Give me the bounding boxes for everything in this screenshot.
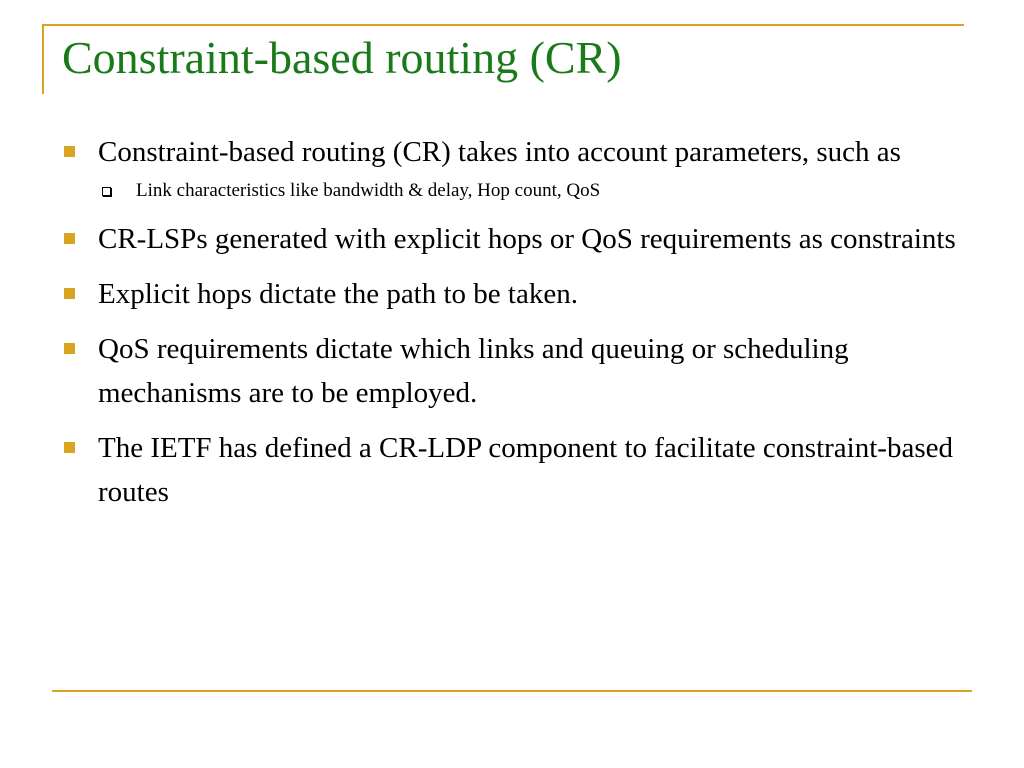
bullet-item-explicit-hops xyxy=(62,272,962,316)
square-bullet-icon xyxy=(64,288,75,299)
bullet-item-qos-requirements xyxy=(62,327,962,415)
title-rule-horizontal xyxy=(42,24,964,26)
hollow-square-bullet-icon xyxy=(102,187,111,196)
square-bullet-icon xyxy=(64,233,75,244)
bullet-item-cr-definition xyxy=(62,130,962,206)
bullet-text: QoS requirements dictate which links and queuing or scheduling mechanisms are to be employed. xyxy=(98,333,849,409)
bullet-list xyxy=(62,130,962,525)
square-bullet-icon xyxy=(64,343,75,354)
bullet-text: Constraint-based routing (CR) takes into account parameters, such as xyxy=(98,136,901,168)
square-bullet-icon xyxy=(64,442,75,453)
bullet-text: The IETF has defined a CR-LDP component to facilitate constraint-based routes xyxy=(98,432,953,508)
bullet-item-ietf-cr-ldp xyxy=(62,426,962,514)
square-bullet-icon xyxy=(64,146,75,157)
footer-rule xyxy=(52,690,972,692)
bullet-item-cr-lsps xyxy=(62,217,962,261)
slide-title: Constraint-based routing (CR) xyxy=(62,32,622,83)
sub-bullet-item-link-characteristics xyxy=(98,176,962,206)
bullet-text: CR-LSPs generated with explicit hops or QoS requirements as constraints xyxy=(98,223,956,255)
bullet-text: Explicit hops dictate the path to be taken. xyxy=(98,278,578,310)
title-rule-vertical xyxy=(42,24,44,94)
sub-bullet-list xyxy=(98,176,962,206)
sub-bullet-text: Link characteristics like bandwidth & delay, Hop count, QoS xyxy=(136,180,601,201)
